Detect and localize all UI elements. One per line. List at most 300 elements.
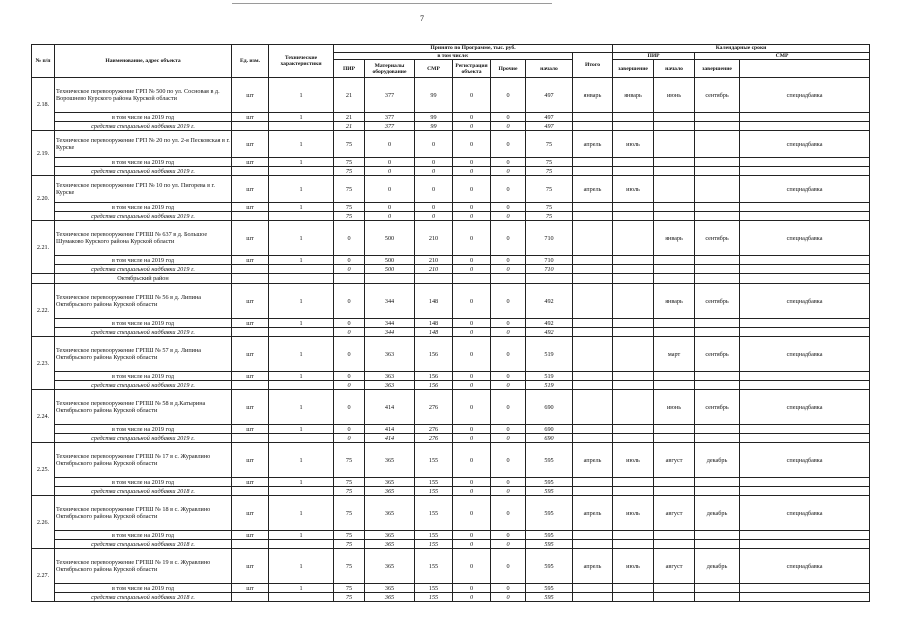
other-value: 0 bbox=[491, 425, 526, 434]
pir-start bbox=[573, 284, 613, 319]
empty-cell bbox=[613, 584, 654, 593]
source-funds-row bbox=[32, 434, 870, 443]
source-funds-row bbox=[32, 487, 870, 496]
smr-end: декабрь bbox=[695, 443, 740, 478]
empty-cell bbox=[654, 372, 695, 381]
empty-cell bbox=[573, 319, 613, 328]
subtotal-label: в том числе на 2019 год bbox=[55, 584, 232, 593]
empty-cell bbox=[573, 372, 613, 381]
header-tech: Технические характеристики bbox=[269, 45, 334, 78]
smr-value: 276 bbox=[415, 390, 453, 425]
table-row bbox=[32, 176, 870, 203]
total-value: 75 bbox=[526, 167, 573, 176]
smr-start: август bbox=[654, 496, 695, 531]
empty-cell bbox=[740, 425, 870, 434]
tech-cell: 1 bbox=[269, 425, 334, 434]
object-name: Техническое перевооружение ГРПШ № 17 в с. Журавлино Октябрьского района Курской области bbox=[55, 443, 232, 478]
other-value: 0 bbox=[491, 284, 526, 319]
empty-cell bbox=[654, 381, 695, 390]
empty-cell bbox=[269, 265, 334, 274]
pir-value: 0 bbox=[334, 425, 365, 434]
tech-cell: 1 bbox=[269, 113, 334, 122]
smr-value: 210 bbox=[415, 221, 453, 256]
empty-cell bbox=[695, 122, 740, 131]
tech-cell: 1 bbox=[269, 337, 334, 372]
empty-cell bbox=[573, 122, 613, 131]
smr-end bbox=[695, 176, 740, 203]
header-other: Прочие bbox=[491, 60, 526, 78]
smr-start: июнь bbox=[654, 390, 695, 425]
smr-value: 210 bbox=[415, 265, 453, 274]
pir-value: 0 bbox=[334, 337, 365, 372]
materials-value: 377 bbox=[365, 122, 415, 131]
row-number: 2.25. bbox=[32, 443, 55, 496]
source-funds-row bbox=[32, 167, 870, 176]
source-cell: спецнадбавка bbox=[740, 176, 870, 203]
smr-start: июнь bbox=[654, 78, 695, 113]
materials-value: 344 bbox=[365, 319, 415, 328]
subtotal-label: в том числе на 2019 год bbox=[55, 319, 232, 328]
registration-value: 0 bbox=[453, 584, 491, 593]
unit-cell: шт bbox=[232, 113, 269, 122]
empty-cell bbox=[269, 122, 334, 131]
total-value: 519 bbox=[526, 337, 573, 372]
empty-cell bbox=[415, 274, 453, 284]
object-name: Техническое перевооружение ГРП № 500 по ул. Сосновая в д. Ворошнево Курского района Курской области bbox=[55, 78, 232, 113]
total-value: 595 bbox=[526, 584, 573, 593]
other-value: 0 bbox=[491, 496, 526, 531]
empty-cell bbox=[613, 265, 654, 274]
table-row bbox=[32, 390, 870, 425]
empty-cell bbox=[654, 328, 695, 337]
registration-value: 0 bbox=[453, 284, 491, 319]
empty-cell bbox=[740, 487, 870, 496]
materials-value: 414 bbox=[365, 425, 415, 434]
pir-start: апрель bbox=[573, 549, 613, 584]
total-value: 595 bbox=[526, 593, 573, 602]
materials-value: 500 bbox=[365, 265, 415, 274]
other-value: 0 bbox=[491, 131, 526, 158]
empty-cell bbox=[695, 531, 740, 540]
empty-cell bbox=[365, 274, 415, 284]
pir-value: 75 bbox=[334, 540, 365, 549]
pir-start bbox=[573, 337, 613, 372]
row-number: 2.26. bbox=[32, 496, 55, 549]
smr-value: 155 bbox=[415, 478, 453, 487]
source-funds-row bbox=[32, 540, 870, 549]
smr-value: 156 bbox=[415, 381, 453, 390]
empty-cell bbox=[654, 256, 695, 265]
empty-cell bbox=[613, 381, 654, 390]
empty-cell bbox=[695, 319, 740, 328]
empty-cell bbox=[740, 167, 870, 176]
materials-value: 365 bbox=[365, 496, 415, 531]
smr-end: сентябрь bbox=[695, 284, 740, 319]
unit-cell: шт bbox=[232, 158, 269, 167]
empty-cell bbox=[654, 113, 695, 122]
total-value: 75 bbox=[526, 203, 573, 212]
total-value: 710 bbox=[526, 221, 573, 256]
pir-value: 21 bbox=[334, 78, 365, 113]
tech-cell: 1 bbox=[269, 284, 334, 319]
empty-cell bbox=[695, 256, 740, 265]
empty-cell bbox=[654, 167, 695, 176]
pir-start bbox=[573, 390, 613, 425]
tech-cell: 1 bbox=[269, 584, 334, 593]
district-label: Октябрьский район bbox=[55, 274, 232, 284]
empty-cell bbox=[573, 167, 613, 176]
smr-start: август bbox=[654, 549, 695, 584]
total-value: 690 bbox=[526, 390, 573, 425]
empty-cell bbox=[573, 256, 613, 265]
empty-cell bbox=[613, 113, 654, 122]
tech-cell: 1 bbox=[269, 319, 334, 328]
pir-start: апрель bbox=[573, 443, 613, 478]
tech-cell: 1 bbox=[269, 176, 334, 203]
program-table bbox=[31, 44, 870, 602]
registration-value: 0 bbox=[453, 256, 491, 265]
header-smr-end: завершение bbox=[695, 60, 740, 78]
empty-cell bbox=[573, 203, 613, 212]
smr-end bbox=[695, 131, 740, 158]
empty-cell bbox=[573, 425, 613, 434]
pir-value: 75 bbox=[334, 549, 365, 584]
empty-cell bbox=[573, 274, 613, 284]
empty-cell bbox=[613, 274, 654, 284]
pir-value: 21 bbox=[334, 113, 365, 122]
materials-value: 0 bbox=[365, 203, 415, 212]
unit-cell: шт bbox=[232, 176, 269, 203]
header-pir-end: завершение bbox=[613, 60, 654, 78]
smr-start: март bbox=[654, 337, 695, 372]
empty-cell bbox=[695, 434, 740, 443]
source-funds-label: средства специальной надбавки 2019 г. bbox=[55, 328, 232, 337]
empty-cell bbox=[573, 593, 613, 602]
source-funds-row bbox=[32, 122, 870, 131]
materials-value: 414 bbox=[365, 434, 415, 443]
unit-cell: шт bbox=[232, 203, 269, 212]
unit-cell: шт bbox=[232, 78, 269, 113]
object-name: Техническое перевооружение ГРПШ № 19 в с. Журавлино Октябрьского района Курской области bbox=[55, 549, 232, 584]
empty-cell bbox=[573, 212, 613, 221]
registration-value: 0 bbox=[453, 176, 491, 203]
table-row bbox=[32, 78, 870, 113]
empty-cell bbox=[269, 274, 334, 284]
header-including: в том числе: bbox=[334, 53, 573, 60]
header-registration: Регистрация объекта bbox=[453, 60, 491, 78]
empty-cell bbox=[695, 540, 740, 549]
source-funds-label: средства специальной надбавки 2019 г. bbox=[55, 434, 232, 443]
total-value: 595 bbox=[526, 496, 573, 531]
pir-start: апрель bbox=[573, 496, 613, 531]
total-value: 519 bbox=[526, 381, 573, 390]
total-value: 595 bbox=[526, 487, 573, 496]
registration-value: 0 bbox=[453, 131, 491, 158]
tech-cell: 1 bbox=[269, 443, 334, 478]
registration-value: 0 bbox=[453, 78, 491, 113]
empty-cell bbox=[232, 381, 269, 390]
smr-end: сентябрь bbox=[695, 221, 740, 256]
empty-cell bbox=[654, 487, 695, 496]
source-funds-label: средства специальной надбавки 2019 г. bbox=[55, 265, 232, 274]
empty-cell bbox=[740, 203, 870, 212]
subtotal-row bbox=[32, 584, 870, 593]
subtotal-row bbox=[32, 158, 870, 167]
empty-cell bbox=[334, 274, 365, 284]
smr-value: 276 bbox=[415, 425, 453, 434]
empty-cell bbox=[269, 487, 334, 496]
total-value: 75 bbox=[526, 131, 573, 158]
pir-value: 75 bbox=[334, 443, 365, 478]
empty-cell bbox=[740, 328, 870, 337]
page-number: 7 bbox=[420, 14, 424, 23]
empty-cell bbox=[740, 540, 870, 549]
header-materials: Материалы оборудование bbox=[365, 60, 415, 78]
total-value: 75 bbox=[526, 158, 573, 167]
registration-value: 0 bbox=[453, 381, 491, 390]
subtotal-row bbox=[32, 256, 870, 265]
pir-value: 0 bbox=[334, 221, 365, 256]
smr-value: 210 bbox=[415, 256, 453, 265]
other-value: 0 bbox=[491, 176, 526, 203]
object-name: Техническое перевооружение ГРП № 20 по ул. 2-я Песковская в г. Курске bbox=[55, 131, 232, 158]
other-value: 0 bbox=[491, 390, 526, 425]
row-number: 2.22. bbox=[32, 284, 55, 337]
source-funds-row bbox=[32, 593, 870, 602]
tech-cell: 1 bbox=[269, 549, 334, 584]
materials-value: 344 bbox=[365, 284, 415, 319]
header-pir-start: начало bbox=[526, 60, 573, 78]
pir-end: июль bbox=[613, 176, 654, 203]
empty-cell bbox=[573, 478, 613, 487]
empty-cell bbox=[573, 531, 613, 540]
subtotal-row bbox=[32, 113, 870, 122]
pir-end bbox=[613, 221, 654, 256]
source-funds-label: средства специальной надбавки 2019 г. bbox=[55, 167, 232, 176]
pir-start bbox=[573, 221, 613, 256]
empty-cell bbox=[613, 328, 654, 337]
empty-cell bbox=[695, 487, 740, 496]
materials-value: 0 bbox=[365, 212, 415, 221]
object-name: Техническое перевооружение ГРПШ № 637 в д. Большое Шумаково Курского района Курской области bbox=[55, 221, 232, 256]
tech-cell: 1 bbox=[269, 256, 334, 265]
pir-value: 0 bbox=[334, 372, 365, 381]
empty-cell bbox=[232, 540, 269, 549]
smr-value: 99 bbox=[415, 78, 453, 113]
empty-cell bbox=[269, 381, 334, 390]
unit-cell: шт bbox=[232, 496, 269, 531]
smr-value: 155 bbox=[415, 584, 453, 593]
empty-cell bbox=[269, 167, 334, 176]
materials-value: 365 bbox=[365, 487, 415, 496]
source-cell: спецнадбавка bbox=[740, 390, 870, 425]
source-funds-label: средства специальной надбавки 2019 г. bbox=[55, 122, 232, 131]
empty-cell bbox=[740, 256, 870, 265]
row-number: 2.19. bbox=[32, 131, 55, 176]
materials-value: 0 bbox=[365, 167, 415, 176]
other-value: 0 bbox=[491, 584, 526, 593]
pir-start: апрель bbox=[573, 176, 613, 203]
empty-cell bbox=[613, 531, 654, 540]
unit-cell: шт bbox=[232, 549, 269, 584]
source-funds-label: средства специальной надбавки 2019 г. bbox=[55, 212, 232, 221]
empty-cell bbox=[654, 593, 695, 602]
total-value: 492 bbox=[526, 319, 573, 328]
empty-cell bbox=[740, 434, 870, 443]
object-name: Техническое перевооружение ГРПШ № 58 в д.Катырина Октябрьского района Курской области bbox=[55, 390, 232, 425]
empty-cell bbox=[740, 478, 870, 487]
materials-value: 365 bbox=[365, 593, 415, 602]
materials-value: 414 bbox=[365, 390, 415, 425]
smr-value: 155 bbox=[415, 549, 453, 584]
subtotal-label: в том числе на 2019 год bbox=[55, 372, 232, 381]
table-body bbox=[32, 78, 870, 602]
subtotal-label: в том числе на 2019 год bbox=[55, 531, 232, 540]
pir-end bbox=[613, 390, 654, 425]
tech-cell: 1 bbox=[269, 203, 334, 212]
source-funds-label: средства специальной надбавки 2019 г. bbox=[55, 381, 232, 390]
empty-cell bbox=[573, 487, 613, 496]
empty-cell bbox=[613, 256, 654, 265]
source-cell: спецнадбавка bbox=[740, 284, 870, 319]
empty-cell bbox=[613, 593, 654, 602]
pir-value: 75 bbox=[334, 593, 365, 602]
smr-end: сентябрь bbox=[695, 337, 740, 372]
subtotal-label: в том числе на 2019 год bbox=[55, 113, 232, 122]
unit-cell: шт bbox=[232, 221, 269, 256]
table-row bbox=[32, 549, 870, 584]
registration-value: 0 bbox=[453, 390, 491, 425]
materials-value: 377 bbox=[365, 78, 415, 113]
total-value: 497 bbox=[526, 113, 573, 122]
pir-value: 75 bbox=[334, 584, 365, 593]
header-calendar: Календарные сроки bbox=[613, 45, 870, 53]
empty-cell bbox=[232, 265, 269, 274]
smr-value: 155 bbox=[415, 531, 453, 540]
table-row bbox=[32, 131, 870, 158]
table-row bbox=[32, 337, 870, 372]
other-value: 0 bbox=[491, 256, 526, 265]
unit-cell: шт bbox=[232, 478, 269, 487]
registration-value: 0 bbox=[453, 221, 491, 256]
empty-cell bbox=[269, 212, 334, 221]
total-value: 710 bbox=[526, 256, 573, 265]
smr-start bbox=[654, 176, 695, 203]
materials-value: 363 bbox=[365, 337, 415, 372]
empty-cell bbox=[695, 593, 740, 602]
materials-value: 365 bbox=[365, 443, 415, 478]
registration-value: 0 bbox=[453, 113, 491, 122]
pir-value: 0 bbox=[334, 381, 365, 390]
pir-end: июль bbox=[613, 549, 654, 584]
smr-value: 276 bbox=[415, 434, 453, 443]
registration-value: 0 bbox=[453, 337, 491, 372]
subtotal-label: в том числе на 2019 год bbox=[55, 203, 232, 212]
subtotal-row bbox=[32, 478, 870, 487]
smr-value: 99 bbox=[415, 113, 453, 122]
other-value: 0 bbox=[491, 167, 526, 176]
empty-cell bbox=[695, 212, 740, 221]
total-value: 75 bbox=[526, 176, 573, 203]
empty-cell bbox=[573, 158, 613, 167]
unit-cell: шт bbox=[232, 372, 269, 381]
total-value: 497 bbox=[526, 122, 573, 131]
top-rule bbox=[232, 3, 552, 4]
smr-value: 156 bbox=[415, 372, 453, 381]
pir-value: 0 bbox=[334, 319, 365, 328]
total-value: 690 bbox=[526, 425, 573, 434]
pir-value: 75 bbox=[334, 212, 365, 221]
materials-value: 0 bbox=[365, 131, 415, 158]
pir-value: 0 bbox=[334, 284, 365, 319]
materials-value: 365 bbox=[365, 549, 415, 584]
header-unit: Ед. изм. bbox=[232, 45, 269, 78]
empty-cell bbox=[740, 158, 870, 167]
other-value: 0 bbox=[491, 443, 526, 478]
smr-value: 148 bbox=[415, 319, 453, 328]
smr-start bbox=[654, 131, 695, 158]
registration-value: 0 bbox=[453, 212, 491, 221]
empty-cell bbox=[654, 158, 695, 167]
empty-cell bbox=[573, 540, 613, 549]
total-value: 75 bbox=[526, 212, 573, 221]
registration-value: 0 bbox=[453, 478, 491, 487]
source-cell: спецнадбавка bbox=[740, 496, 870, 531]
other-value: 0 bbox=[491, 113, 526, 122]
empty-cell bbox=[740, 372, 870, 381]
pir-value: 0 bbox=[334, 256, 365, 265]
other-value: 0 bbox=[491, 487, 526, 496]
pir-end: июль bbox=[613, 443, 654, 478]
subtotal-row bbox=[32, 203, 870, 212]
total-value: 492 bbox=[526, 328, 573, 337]
source-cell: спецнадбавка bbox=[740, 131, 870, 158]
smr-end: декабрь bbox=[695, 549, 740, 584]
materials-value: 0 bbox=[365, 176, 415, 203]
source-funds-row bbox=[32, 328, 870, 337]
row-number: 2.18. bbox=[32, 78, 55, 131]
smr-value: 148 bbox=[415, 284, 453, 319]
empty-cell bbox=[695, 478, 740, 487]
materials-value: 377 bbox=[365, 113, 415, 122]
other-value: 0 bbox=[491, 319, 526, 328]
empty-cell bbox=[695, 265, 740, 274]
total-value: 690 bbox=[526, 434, 573, 443]
source-funds-label: средства специальной надбавки 2018 г. bbox=[55, 593, 232, 602]
empty-cell bbox=[654, 274, 695, 284]
materials-value: 365 bbox=[365, 531, 415, 540]
empty-cell bbox=[232, 434, 269, 443]
pir-end: июль bbox=[613, 131, 654, 158]
empty-cell bbox=[573, 328, 613, 337]
materials-value: 365 bbox=[365, 478, 415, 487]
object-name: Техническое перевооружение ГРПШ № 18 в с. Журавлино Октябрьского района Курской области bbox=[55, 496, 232, 531]
tech-cell: 1 bbox=[269, 390, 334, 425]
tech-cell: 1 bbox=[269, 131, 334, 158]
empty-cell bbox=[695, 328, 740, 337]
other-value: 0 bbox=[491, 478, 526, 487]
materials-value: 344 bbox=[365, 328, 415, 337]
other-value: 0 bbox=[491, 221, 526, 256]
row-number: 2.23. bbox=[32, 337, 55, 390]
other-value: 0 bbox=[491, 328, 526, 337]
subtotal-row bbox=[32, 425, 870, 434]
materials-value: 363 bbox=[365, 381, 415, 390]
source-cell: спецнадбавка bbox=[740, 443, 870, 478]
empty-cell bbox=[269, 328, 334, 337]
registration-value: 0 bbox=[453, 158, 491, 167]
empty-cell bbox=[573, 381, 613, 390]
